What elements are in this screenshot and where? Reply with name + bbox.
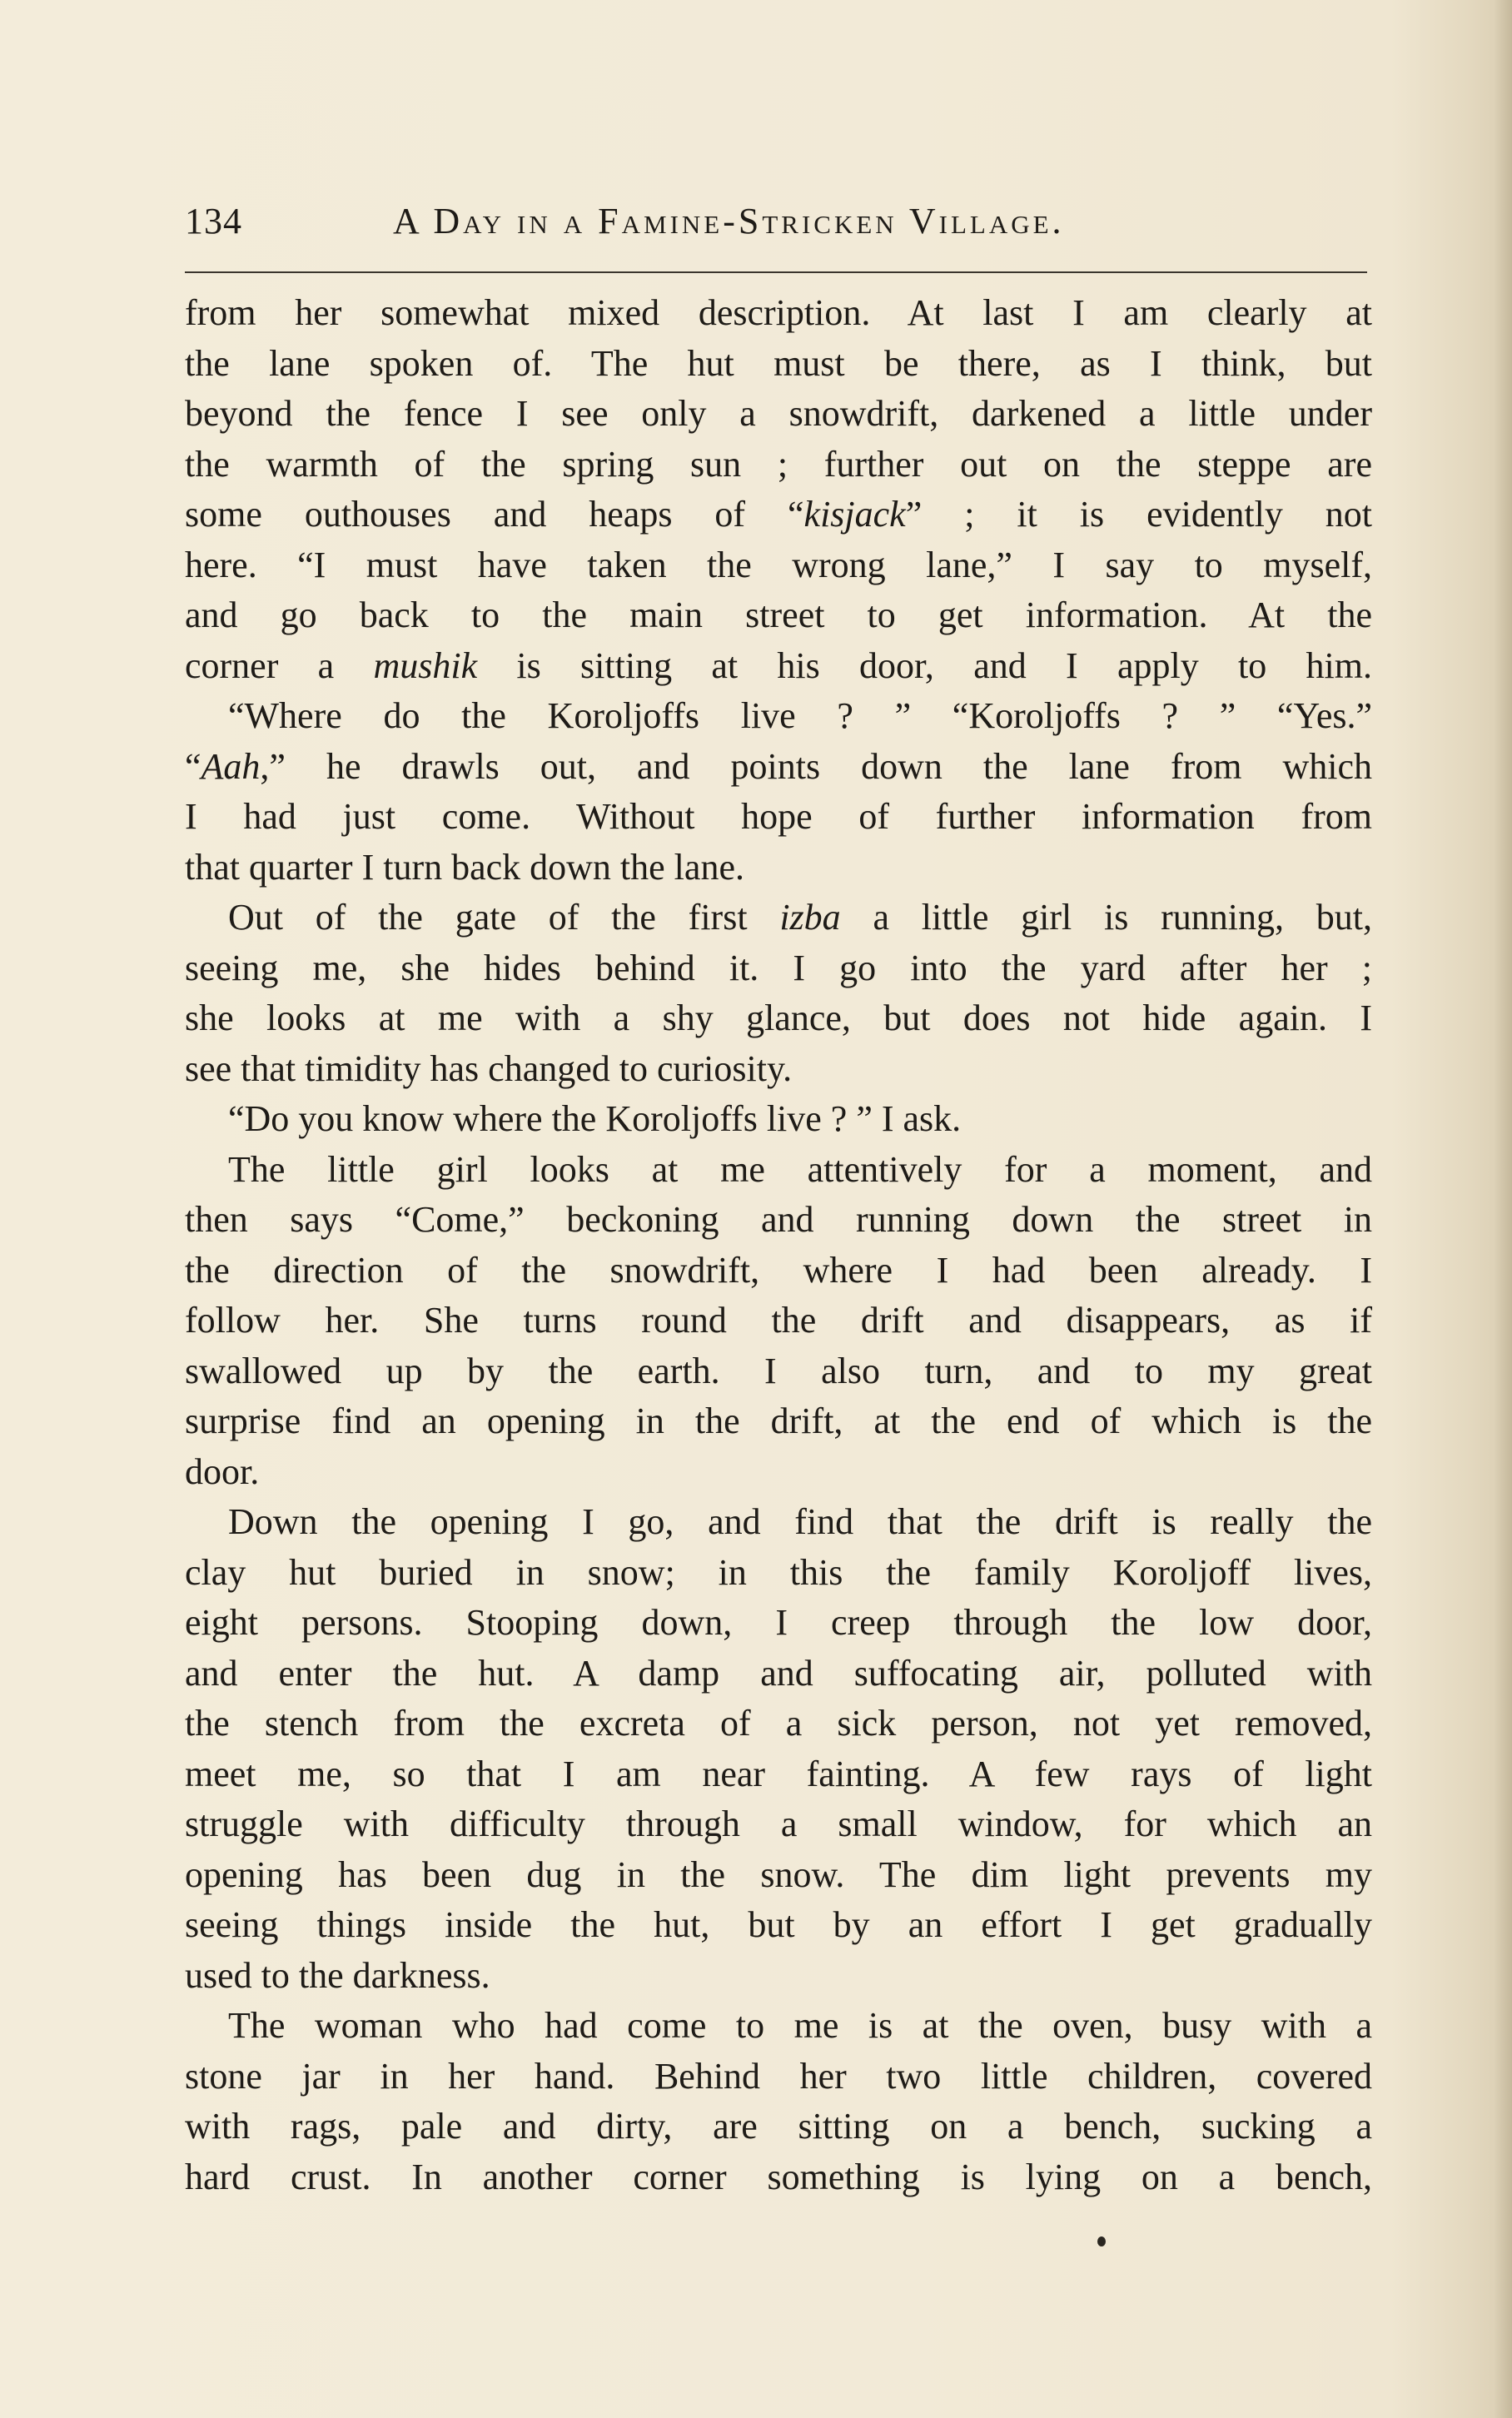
text-line: follow her. She turns round the drift and disappears, as if [185,1300,1372,1341]
body-text [185,288,1372,2202]
text-line: the warmth of the spring sun ; further out on the steppe are [185,443,1372,485]
text-line: “Aah,” he drawls out, and points down the lane from which [185,745,1372,787]
text-line: that quarter I turn back down the lane. [185,846,744,888]
text-line: I had just come. Without hope of further information from [185,796,1372,837]
header-rule [185,271,1367,273]
page-edge-shadow [1494,0,1512,2418]
text-line: she looks at me with a shy glance, but does not hide again. I [185,998,1372,1038]
text-line: door. [185,1450,260,1492]
text-line: here. “I must have taken the wrong lane,” I say to myself, [185,544,1372,585]
italic-term: mushik [373,644,478,686]
text-line: “Do you know where the Koroljoffs live ? ” I ask. [228,1098,962,1139]
text-line: see that timidity has changed to curiosity. [185,1047,793,1089]
text-line: The little girl looks at me attentively for a moment, and [228,1148,1372,1190]
text-line: hard crust. In another corner something is lying on a bench, [185,2156,1372,2197]
text-line: seeing things inside the hut, but by an effort I get gradually [185,1904,1372,1945]
text-line: then says “Come,” beckoning and running down the street in [185,1199,1372,1240]
text-line: some outhouses and heaps of “kisjack” ; it is evidently not [185,494,1372,535]
text-line: with rags, pale and dirty, are sitting on a bench, sucking a [185,2106,1372,2147]
text-line: from her somewhat mixed description. At last I am clearly at [185,292,1372,333]
page-header [185,200,1367,258]
text-line: the lane spoken of. The hut must be there, as I think, but [185,342,1372,384]
text-line: The woman who had come to me is at the oven, busy with a [228,2005,1372,2046]
text-line: surprise find an opening in the drift, at the end of which is the [185,1401,1372,1441]
running-head: A Day in a Famine-Stricken Village. [393,201,1065,241]
italic-term: kisjack [803,494,906,535]
text-line: beyond the fence I see only a snowdrift, darkened a little under [185,393,1372,434]
text-line: “Where do the Koroljoffs live ? ” “Koroljoffs ? ” “Yes.” [228,695,1372,736]
text-line: Out of the gate of the first izba a little girl is running, but, [228,897,1372,938]
text-line: and go back to the main street to get information. At the [185,595,1372,635]
text-line: corner a mushik is sitting at his door, and I apply to him. [185,644,1372,686]
text-line: opening has been dug in the snow. The dim light prevents my [185,1853,1372,1895]
text-line: clay hut buried in snow; in this the family Koroljoff lives, [185,1551,1372,1593]
page-number: 134 [185,201,242,241]
text-line: the stench from the excreta of a sick person, not yet removed, [185,1703,1372,1744]
text-line: swallowed up by the earth. I also turn, and to my great [185,1350,1372,1391]
text-line: the direction of the snowdrift, where I had been already. I [185,1249,1372,1291]
text-line: Down the opening I go, and find that the drift is really the [228,1501,1372,1542]
signature-mark [1097,2236,1106,2246]
text-line: and enter the hut. A damp and suffocating air, polluted with [185,1652,1372,1694]
text-line: eight persons. Stooping down, I creep through the low door, [185,1602,1372,1643]
text-line: struggle with difficulty through a small window, for which an [185,1804,1372,1844]
italic-term: Aah [201,745,261,787]
text-line: seeing me, she hides behind it. I go into the yard after her ; [185,947,1372,988]
text-line: stone jar in her hand. Behind her two little children, covered [185,2055,1372,2097]
italic-term: izba [779,897,841,938]
text-line: used to the darkness. [185,1954,490,1996]
text-line: meet me, so that I am near fainting. A few rays of light [185,1753,1372,1794]
